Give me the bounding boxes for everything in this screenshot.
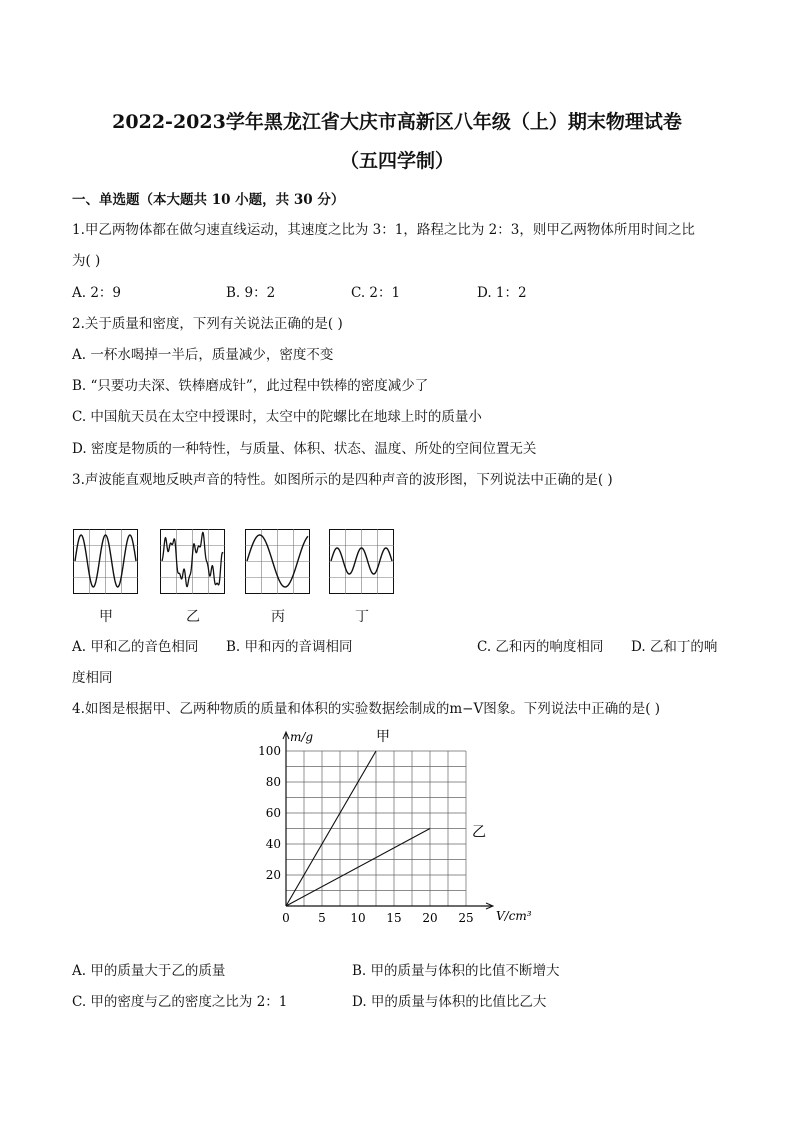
x-tick-label: 20: [422, 911, 438, 925]
y-tick-label: 60: [265, 806, 281, 820]
q3-option-a: A. 甲和乙的音色相同: [72, 639, 199, 655]
q3-option-d-continued: 度相同: [72, 670, 113, 686]
q1-stem-line2: 为( ): [72, 253, 101, 269]
q3-option-d: D. 乙和丁的响: [631, 639, 718, 655]
q3-stem: 3.声波能直观地反映声音的特性。如图所示的是四种声音的波形图，下列说法中正确的是( ): [72, 472, 613, 488]
q4-option-a: A. 甲的质量大于乙的质量: [72, 963, 226, 979]
y-tick-label: 80: [265, 775, 281, 789]
exam-subtitle: （五四学制）: [339, 150, 454, 172]
wave-label-jia: 甲: [99, 609, 113, 625]
section-header: 一、单选题（本大题共 10 小题，共 30 分）: [72, 192, 345, 208]
x-axis-label: V/cm³: [496, 909, 532, 923]
q3-option-b: B. 甲和丙的音调相同: [226, 639, 353, 655]
waveform-jia: [73, 529, 139, 595]
waveform-ding: [329, 529, 395, 595]
x-tick-label: 25: [458, 911, 474, 925]
series-label-jia: 甲: [376, 729, 390, 745]
x-tick-label: 5: [318, 911, 326, 925]
exam-title: 2022-2023学年黑龙江省大庆市高新区八年级（上）期末物理试卷: [112, 111, 682, 133]
y-tick-label: 40: [265, 837, 281, 851]
waveform-bing: [245, 529, 311, 595]
q2-option-a: A. 一杯水喝掉一半后，质量减少，密度不变: [72, 347, 334, 363]
x-tick-label: 0: [282, 911, 290, 925]
q1-option-a: A. 2：9: [72, 285, 122, 301]
q3-option-c: C. 乙和丙的响度相同: [477, 639, 604, 655]
y-tick-label: 100: [258, 744, 281, 758]
q2-option-d: D. 密度是物质的一种特性，与质量、体积、状态、温度、所处的空间位置无关: [72, 441, 537, 457]
q4-option-d: D. 甲的质量与体积的比值比乙大: [352, 994, 547, 1010]
q2-option-b: B. “只要功夫深、铁棒磨成针”，此过程中铁棒的密度减少了: [72, 378, 429, 394]
y-tick-label: 20: [265, 868, 281, 882]
q4-stem: 4.如图是根据甲、乙两种物质的质量和体积的实验数据绘制成的m−V图象。下列说法中正确的是( ): [72, 701, 661, 717]
q1-option-b: B. 9：2: [226, 285, 276, 301]
m-v-chart: [240, 722, 540, 932]
series-label-yi: 乙: [472, 824, 486, 841]
y-axis-label: m/g: [290, 730, 314, 744]
q1-option-c: C. 2：1: [351, 285, 401, 301]
waveform-yi: [160, 529, 226, 595]
wave-label-bing: 丙: [271, 609, 285, 625]
q2-option-c: C. 中国航天员在太空中授课时，太空中的陀螺比在地球上时的质量小: [72, 409, 482, 425]
wave-label-ding: 丁: [355, 609, 369, 625]
q4-option-c: C. 甲的密度与乙的密度之比为 2：1: [72, 994, 288, 1010]
q4-option-b: B. 甲的质量与体积的比值不断增大: [352, 963, 560, 979]
q2-stem: 2.关于质量和密度，下列有关说法正确的是( ): [72, 316, 343, 332]
q1-option-d: D. 1：2: [477, 285, 527, 301]
x-tick-label: 10: [350, 911, 366, 925]
x-tick-label: 15: [386, 911, 402, 925]
wave-label-yi: 乙: [186, 609, 200, 625]
q1-stem-line1: 1.甲乙两物体都在做匀速直线运动，其速度之比为 3：1，路程之比为 2：3，则甲乙两物体所用时间之比: [72, 222, 695, 238]
